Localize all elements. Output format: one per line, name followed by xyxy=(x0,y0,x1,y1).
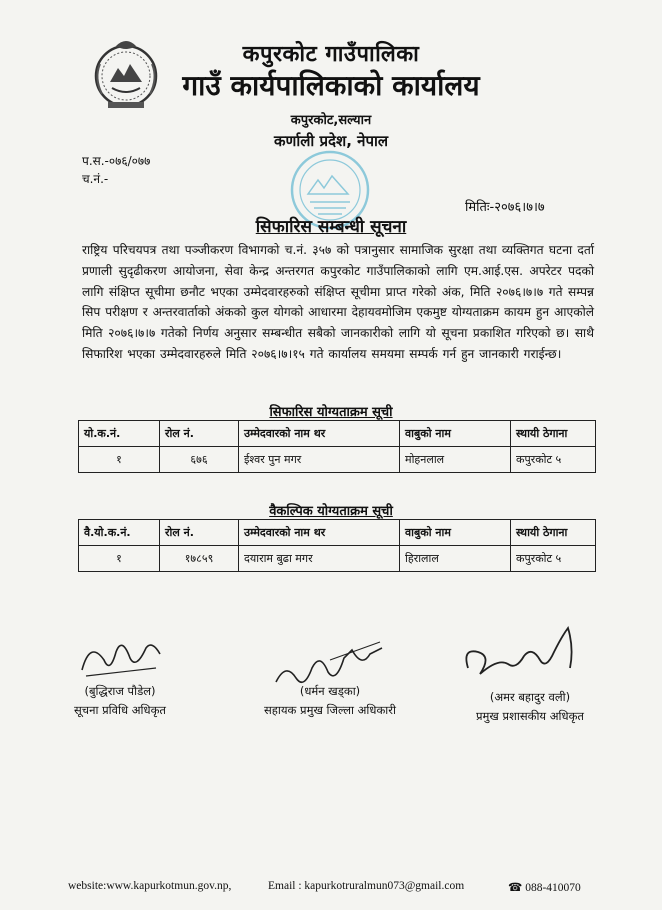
signature-1-icon xyxy=(76,630,166,685)
phone-icon: ☎ xyxy=(508,882,523,894)
notice-title: सिफारिस सम्बन्धी सूचना xyxy=(255,217,407,237)
table-row xyxy=(79,546,596,572)
footer-phone-group xyxy=(508,880,581,894)
cell-candidate-name: ईश्वर पुन मगर xyxy=(239,447,400,473)
footer-email: Email : kapurkotruralmun073@gmail.com xyxy=(268,880,465,892)
cell-roll: ६७६ xyxy=(160,447,239,473)
signatory-3-name: (अमर बहादुर वली) xyxy=(489,690,571,704)
col-rank: वै.यो.क.नं. xyxy=(79,520,160,546)
col-rank: यो.क.नं. xyxy=(79,421,160,447)
signatory-1-name: (बुद्धिराज पौडेल) xyxy=(84,684,156,698)
table-header-row xyxy=(79,421,596,447)
office-subtitle: गाउँ कार्यपालिकाको कार्यालय xyxy=(182,69,480,102)
footer-phone: 088-410070 xyxy=(525,882,581,894)
col-candidate-name: उम्मेदवारको नाम थर xyxy=(239,520,400,546)
cell-father-name: हिरालाल xyxy=(400,546,511,572)
notice-body: राष्ट्रिय परिचयपत्र तथा पञ्जीकरण विभागको च.नं. ३५७ को पत्रानुसार सामाजिक सुरक्षा तथा व्यक्तिगत घटना दर्ता प्रणाली सुदृढीकरण आयोजना, सेवा केन्द्र अन्तरगत कपुरकोट गाउँपालिकाको लागि एम.आई.एस. अपरेटर पदको लागि संक्षिप्त सूचीमा छनौट भएका उम्मेदवारहरुको संक्षिप्त सूचीमा प्राप्त गरेको अंक, मिति २०७६।७।७ गते सम्पन्न सिप परीक्षण र अन्तरवार्ताको अंकको कुल योगको आधारमा देहायवमोजिम एकमुष्ट योग्यताक्रम कायम हुन आएकोले मिति २०७६।७।७ गतेको निर्णय अनुसार सम्बन्धीत सबैको जानकारीको लागि यो सूचना प्रकाशित गरिएको छ। साथै सिफारिश भएका उम्मेदवारहरुले मिति २०७६।७।१५ गते कार्यालय समयमा सम्पर्क गर्न हुन जानकारी गराईन्छ। xyxy=(82,243,594,361)
signatory-1-post: सूचना प्रविधि अधिकृत xyxy=(74,703,166,717)
address-line-1: कपुरकोट,सल्यान xyxy=(290,113,372,128)
signature-block-1 xyxy=(50,684,190,718)
cell-roll: १७८५९ xyxy=(160,546,239,572)
reference-cn: च.नं.- xyxy=(82,172,109,186)
table-row xyxy=(79,447,596,473)
col-roll: रोल नं. xyxy=(160,520,239,546)
letter-date: मितिः-२०७६।७।७ xyxy=(465,200,545,215)
col-candidate-name: उम्मेदवारको नाम थर xyxy=(239,421,400,447)
recommended-table xyxy=(78,420,596,473)
alternate-list-title: वैकल्पिक योग्यताक्रम सूची xyxy=(269,504,393,519)
col-father-name: वाबुको नाम xyxy=(400,520,511,546)
recommended-list-title: सिफारिस योग्यताक्रम सूची xyxy=(269,405,393,420)
signatory-3-post: प्रमुख प्रशासकीय अधिकृत xyxy=(476,709,584,723)
col-roll: रोल नं. xyxy=(160,421,239,447)
col-father-name: वाबुको नाम xyxy=(400,421,511,447)
cell-address: कपुरकोट ५ xyxy=(511,546,596,572)
cell-address: कपुरकोट ५ xyxy=(511,447,596,473)
cell-candidate-name: दयाराम बुढा मगर xyxy=(239,546,400,572)
alternate-table xyxy=(78,519,596,572)
signature-block-2 xyxy=(230,684,430,718)
cell-rank: १ xyxy=(79,546,160,572)
address-line-2: कर्णाली प्रदेश, नेपाल xyxy=(273,132,389,150)
signatory-2-name: (धर्मन खड्का) xyxy=(299,684,361,698)
reference-ps: प.स.-०७६/०७७ xyxy=(82,154,151,168)
cell-rank: १ xyxy=(79,447,160,473)
signatory-2-post: सहायक प्रमुख जिल्ला अधिकारी xyxy=(264,703,396,717)
footer-website: website:www.kapurkotmun.gov.np, xyxy=(68,880,232,892)
signature-3-icon xyxy=(458,618,588,688)
col-address: स्थायी ठेगाना xyxy=(511,520,596,546)
col-address: स्थायी ठेगाना xyxy=(511,421,596,447)
cell-father-name: मोहनलाल xyxy=(400,447,511,473)
table-header-row xyxy=(79,520,596,546)
signature-block-3 xyxy=(450,690,610,724)
office-name: कपुरकोट गाउँपालिका xyxy=(242,42,420,67)
